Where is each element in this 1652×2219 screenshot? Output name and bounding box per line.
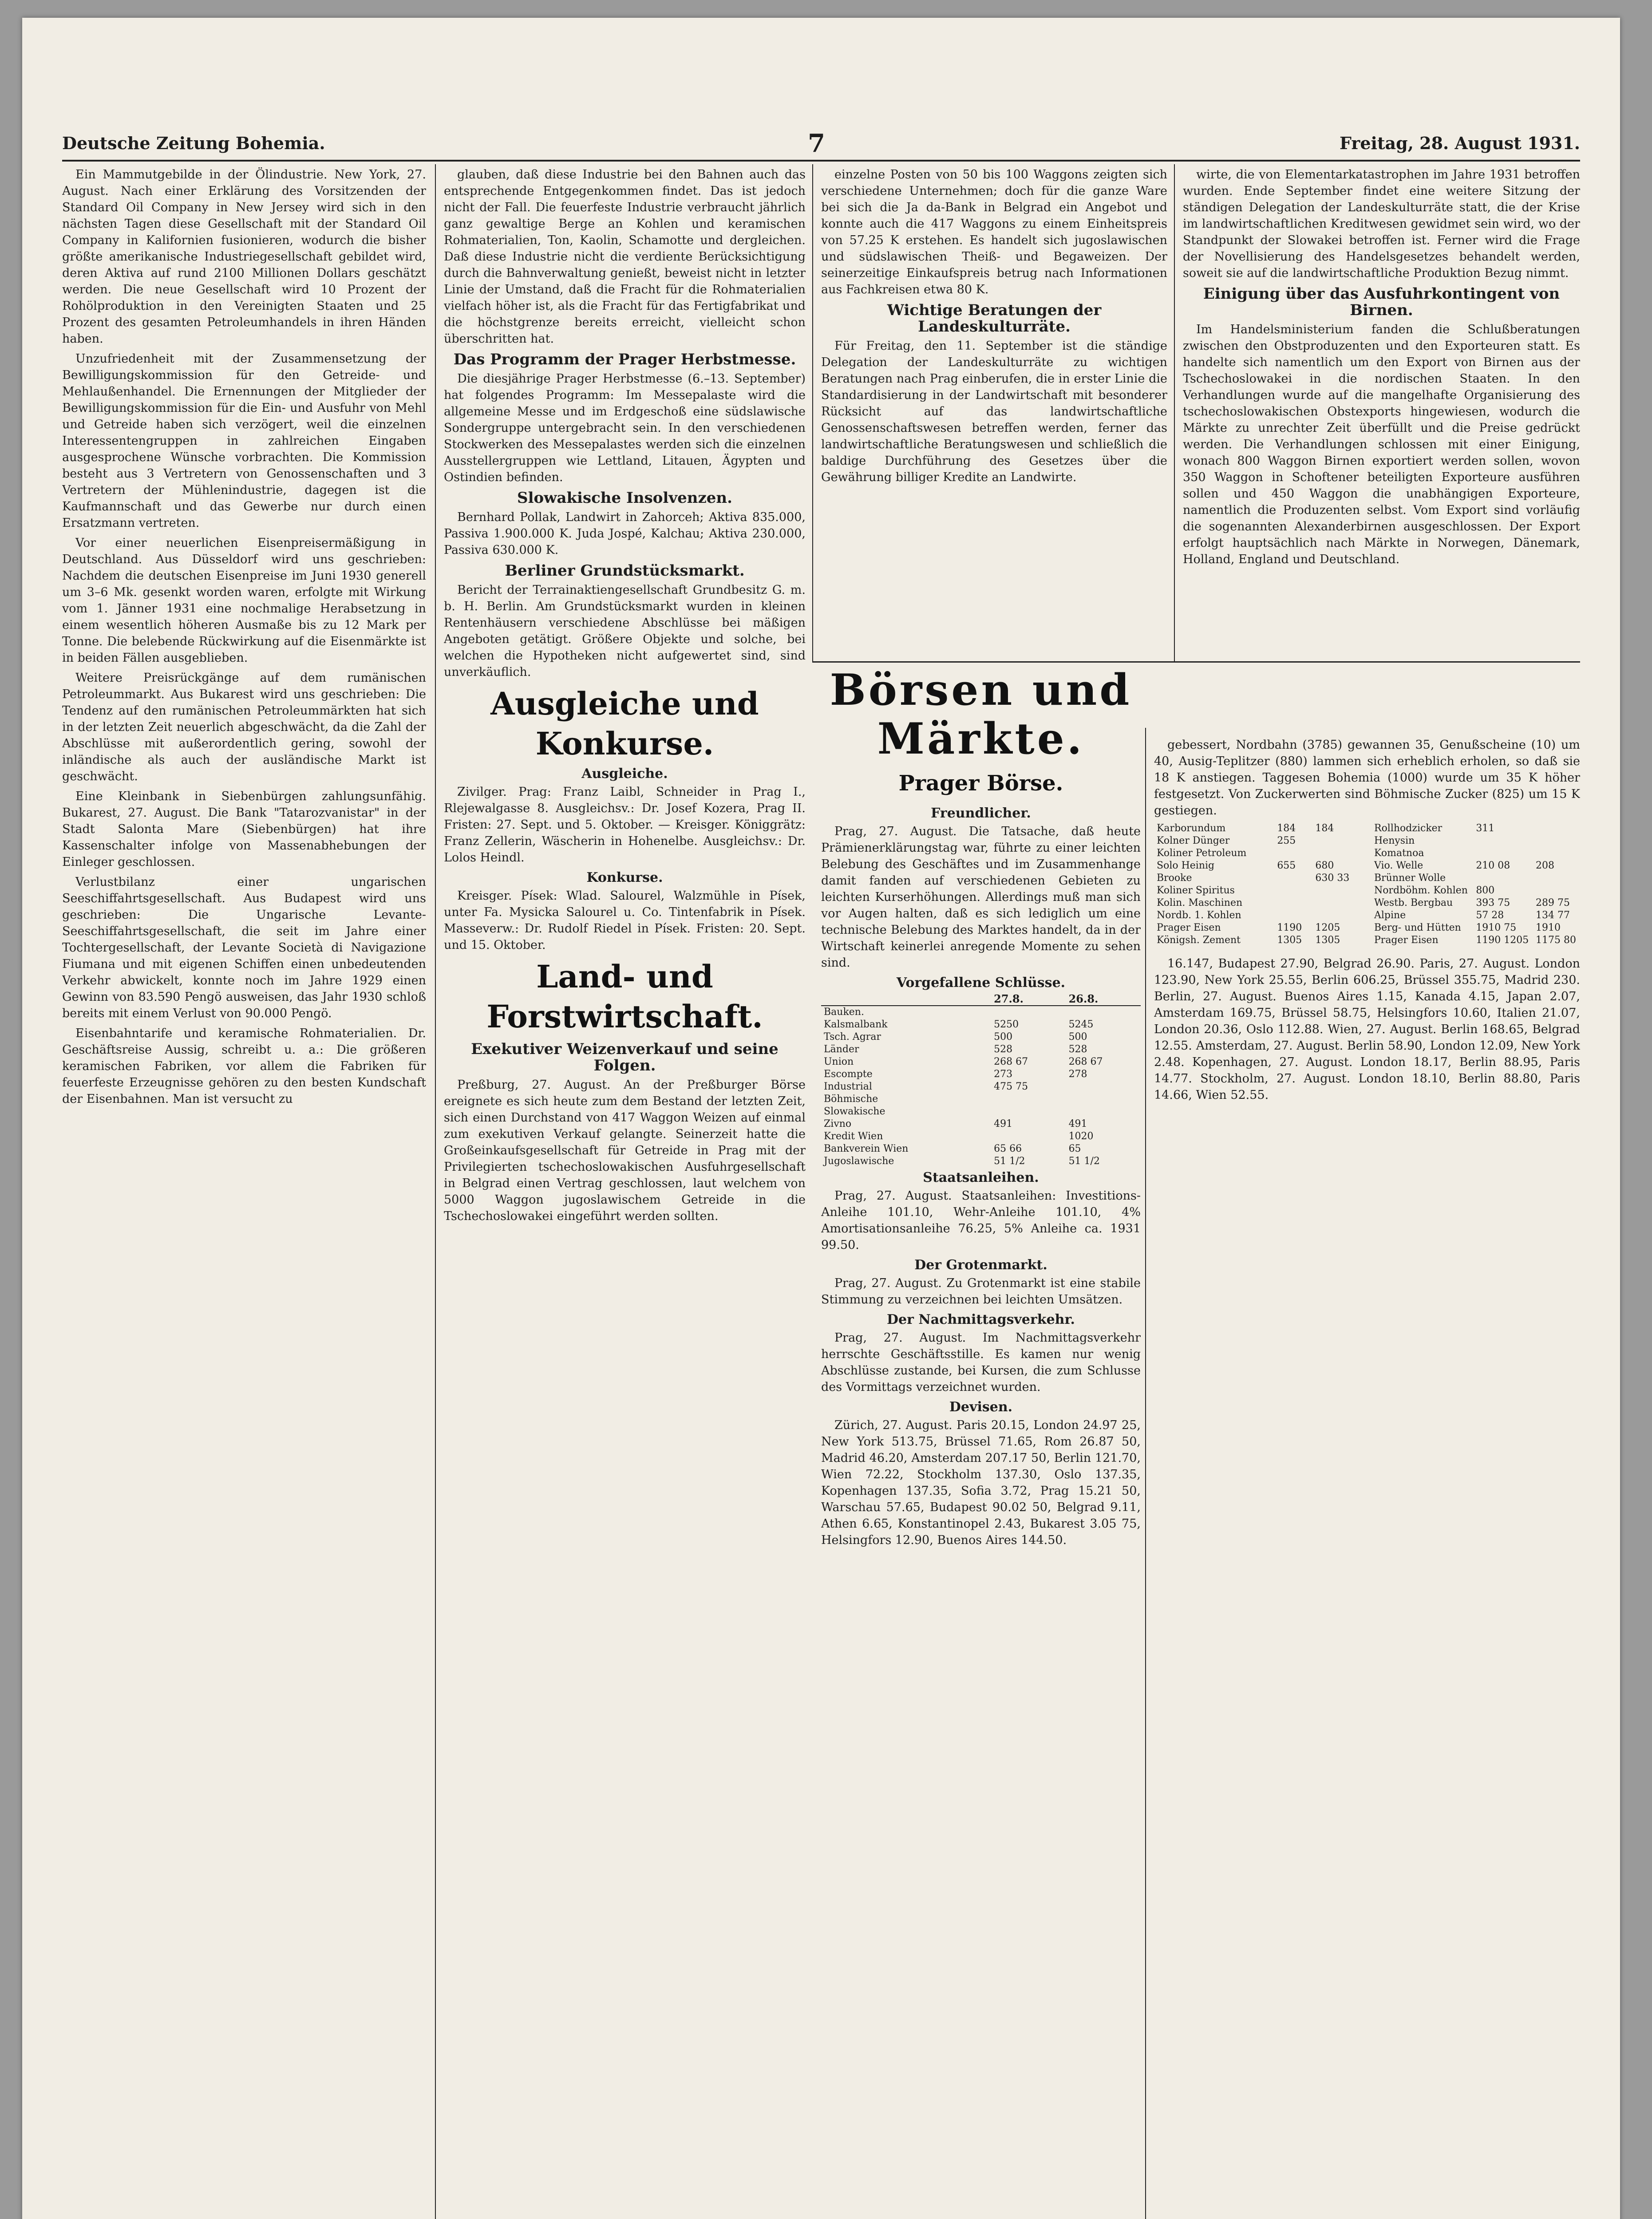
heading-weizenverkauf: Exekutiver Weizenverkauf und seine Folgen. — [471, 1040, 779, 1074]
article-boerse: Prag, 27. August. Die Tatsache, daß heute Prämienerklärungstag war, führte zu einer leichten Belebung des Geschäftes und im Zusammenhange damit fanden auf verschiedenen Gebieten zu leichten Kurserhöhungen. Allerdings muß man sich vor Augen halten, daß es sich lediglich um eine technische Belebung des Marktes handelt, da in der Wirtschaft keinerlei anregende Momente zu sehen sind. — [821, 825, 1141, 970]
table-cell: 1020 — [1068, 1131, 1094, 1142]
table-cell: Koliner Petroleum — [1157, 848, 1247, 859]
table-row — [1154, 822, 1363, 835]
table-row — [1154, 847, 1363, 860]
markets-left — [821, 666, 1141, 2219]
table-cell: 1190 1205 — [1476, 935, 1529, 946]
table-cell: Westb. Bergbau — [1374, 897, 1453, 908]
table-row — [1371, 909, 1580, 922]
kurse-header: 27.8. — [991, 993, 1066, 1006]
table-cell: Kalsmalbank — [824, 1019, 888, 1030]
page-header — [62, 129, 1580, 164]
table-cell — [1473, 847, 1533, 860]
kurse-header: 26.8. — [1066, 993, 1141, 1006]
table-cell: Komatnoa — [1374, 848, 1424, 859]
article-mammut: Ein Mammutgebilde in der Ölindustrie. New York, 27. August. Nach einer Erklärung des Vorsitzenden der Standard Oil Company in New Jersey wird sich in den nächsten Tagen diese Gesellschaft mit der Standard Oil Company in Kalifornien fusionieren, wodurch die bisher größte amerikanische Industriegesellschaft gebildet wird, deren Aktiva auf rund 2100 Millionen Dollars geschätzt werden. Die neue Gesellschaft wird 10 Prozent der Rohölproduktion in den Vereinigten Staaten und 25 Prozent des gesamten Petroleumhandels in ihren Händen haben. — [62, 168, 426, 346]
article-petroleum: Weitere Preisrückgänge auf dem rumänischen Petroleummarkt. Aus Bukarest wird uns geschrieben: Die Tendenz auf den rumänischen Petroleummärkten hat sich in der letzten Zeit neuerlich abgeschwächt, da die Zahl der Abschlüsse mit außerordentlich gering, sowohl der inländische als auch der ausländische Markt ist geschwächt. — [62, 671, 426, 783]
table-cell: 184 — [1315, 823, 1334, 834]
table-cell: 311 — [1476, 823, 1495, 834]
heading-herbstmesse: Das Programm der Prager Herbstmesse. — [453, 351, 796, 368]
table-cell: Brooke — [1157, 873, 1192, 884]
section-landwirtschaft: Land- und Forstwirtschaft. — [486, 958, 763, 1035]
table-cell: 491 — [994, 1118, 1013, 1129]
article-continued: glauben, daß diese Industrie bei den Bahnen auch das entsprechende Entgegenkommen findet. Das ist jedoch nicht der Fall. Die feuerfeste Industrie verbraucht jährlich ganz gewaltige Berge an Kohlen und keramischen Rohmaterialien, Ton, Kaolin, Schamotte und dergleichen. Daß diese Industrie nicht die verdiente Berücksichtigung durch die Bahnverwaltung genießt, beweist nicht in letzter Linie der Umstand, daß die Fracht für die Rohmaterialien vielfach höher ist, als die Fracht für das Fertigfabrikat und die höchstgrenze bereits erreicht, vielleicht schon überschritten hat. — [444, 168, 806, 346]
article-eisenbahntarife: Eisenbahntarife und keramische Rohmaterialien. Dr. Geschäftsreise Aussig, schreibt u. a.: Die größeren keramischen Fabriken, vor allem die Fabriken für feuerfeste Erzeugnisse gehören zu den besten Kundschaft der Eisenbahnen. Man ist versucht zu — [62, 1027, 426, 1106]
article-birnen: Im Handelsministerium fanden die Schlußberatungen zwischen den Obstproduzenten und den Exporteuren statt. Es handelte sich namentlich um den Export von Birnen aus der Tschechoslowakei in die nordischen Staaten. In den Verhandlungen wurde auf die mangelhafte Organisierung des tschechoslowakischen Obstexports hingewiesen, wodurch die Märkte zu unrechter Zeit überfüllt und die Preise gedrückt werden. Die Verhandlungen schlossen mit einer Einigung, wonach 800 Waggon Birnen exportiert werden sollen, wovon 350 Waggon in Schoftener beteiligten Exporteure ausführen sollen und 450 Waggon die unabhängigen Exporteure, namentlich die Produzenten selbst. Vom Export sind vorläufig die sogenannten Alexanderbirnen ausgeschlossen. Der Export erfolgt hauptsächlich nach Märkte in Norwegen, Dänemark, Holland, England und Deutschland. — [1183, 323, 1580, 566]
table-cell: 1190 — [1277, 922, 1302, 933]
table-cell: 491 — [1068, 1118, 1087, 1129]
table-cell: 1205 — [1315, 922, 1340, 933]
column-divider — [435, 164, 436, 2219]
article-bewilligung: Unzufriedenheit mit der Zusammensetzung der Bewilligungskommission für den Getreide- und Mehlaußenhandel. Die Ernennungen der Mitglieder der Bewilligungskommission für die Ein- und Ausfuhr von Mehl und Getreide haben sich verzögert, weil die einzelnen Interessentengruppen in zahlreichen Eingaben ausgesprochene Wünsche vorbrachten. Die Kommission besteht aus 3 Vertretern von Genossenschaften und 3 Vertretern der Mühlenindustrie, dagegen ist die Kaufmannschaft und das Gewerbe nur durch einen Ersatzmann vertreten. — [62, 352, 426, 530]
article-landeskulturraete: Für Freitag, den 11. September ist die ständige Delegation der Landeskulturräte zu wichtigen Beratungen nach Prag einberufen, die in erster Linie die Standardisierung in der Landwirtschaft mit besonderer Rücksicht auf das landwirtschaftliche Genossenschaftswesen betreffen werden, ferner das landwirtschaftliche Beratungswesen und schließlich die baldige Durchführung des Gesetzes über die Gewährung billiger Kredite an Landwirte. — [821, 339, 1167, 484]
kurse-header — [821, 993, 991, 1006]
table-cell — [1274, 872, 1312, 884]
table-cell — [1274, 884, 1312, 897]
heading-devisen: Devisen. — [949, 1399, 1013, 1415]
table-cell: Nordb. 1. Kohlen — [1157, 910, 1241, 921]
article-devisen: Zürich, 27. August. Paris 20.15, London 24.97 25, New York 513.75, Brüssel 71.65, Rom 26.87 50, Madrid 46.20, Amsterdam 207.17 50, Berlin 121.70, Wien 72.22, Stockholm 137.30, Oslo 137.35, Kopenhagen 137.35, Sofia 3.72, Prag 15.21 50, Warschau 57.65, Budapest 90.02 50, Belgrad 9.11, Athen 6.65, Konstantinopel 2.43, Bukarest 3.05 75, Helsingfors 12.90, Buenos Aires 144.50. — [821, 1418, 1141, 1547]
table-cell: Brünner Wolle — [1374, 873, 1446, 884]
article-landwirte-continued: wirte, die von Elementarkatastrophen im Jahre 1931 betroffen wurden. Ende September findet eine weitere Sitzung der ständigen Delegation der Landeskulturräte statt, die der Krise im landwirtschaftlichen Kreditwesen gewidmet sein wird, wo der Standpunkt der Slowakei betroffen ist. Ferner wird die Frage der Novellisierung des Handelsgesetzes behandelt werden, soweit sie auf die landwirtschaftliche Produktion Bezug nimmt. — [1183, 168, 1580, 280]
table-cell: Prager Eisen — [1157, 922, 1221, 933]
newspaper-page — [22, 18, 1620, 2219]
table-row — [1154, 884, 1363, 897]
table-cell: Solo Heinig — [1157, 860, 1215, 871]
page-number: 7 — [808, 129, 825, 158]
table-row — [1371, 922, 1580, 934]
table-row — [1371, 822, 1580, 835]
column-divider — [1174, 164, 1175, 661]
table-cell — [1274, 897, 1312, 909]
table-cell — [1312, 909, 1363, 922]
table-cell: Böhmische — [824, 1094, 878, 1105]
table-cell — [1533, 872, 1580, 884]
section-rule — [812, 661, 1580, 663]
kurse-table-2 — [1154, 822, 1363, 947]
table-cell — [1473, 872, 1533, 884]
table-row — [1154, 835, 1363, 847]
table-cell: Tsch. Agrar — [824, 1031, 881, 1042]
table-row — [1154, 897, 1363, 909]
table-cell: 475 75 — [994, 1081, 1028, 1092]
heading-prager-boerse: Prager Börse. — [898, 771, 1063, 796]
subheading-freundlicher: Freundlicher. — [931, 805, 1031, 821]
header-rule — [62, 160, 1580, 162]
table-cell: Jugoslawische — [824, 1156, 894, 1167]
heading-landeskulturraete: Wichtige Beratungen der Landeskulturräte. — [887, 301, 1102, 336]
table-cell: Koliner Spiritus — [1157, 885, 1235, 896]
table-row — [1371, 934, 1580, 947]
article-kleinbank: Eine Kleinbank in Siebenbürgen zahlungsunfähig. Bukarest, 27. August. Die Bank "Tatarozvanistar" in der Stadt Salonta Mare (Siebenbürgen) hat ihre Kassenschalter infolge von Massenabhebungen der Einleger geschlossen. — [62, 790, 426, 869]
table-cell: 268 67 — [994, 1056, 1028, 1067]
table-cell: Union — [824, 1056, 854, 1067]
table-cell: 1910 75 — [1476, 922, 1517, 933]
table-row — [1371, 884, 1580, 897]
table-cell: Slowakische — [824, 1106, 885, 1117]
table-row — [1371, 847, 1580, 860]
table-cell: 255 — [1277, 835, 1296, 846]
table-cell: Prager Eisen — [1374, 935, 1439, 946]
table-cell: 1175 80 — [1536, 935, 1577, 946]
table-row — [1154, 922, 1363, 934]
table-cell — [991, 1006, 1066, 1019]
table-cell — [1473, 835, 1533, 847]
table-row — [821, 1130, 1141, 1143]
heading-nachmittag: Der Nachmittagsverkehr. — [887, 1312, 1075, 1327]
table-cell: 210 08 — [1476, 860, 1510, 871]
table-cell: 393 75 — [1476, 897, 1510, 908]
table-cell — [1066, 1093, 1141, 1106]
table-cell: Escompte — [824, 1069, 873, 1080]
column-3 — [821, 166, 1167, 659]
heading-grundstuecksmarkt: Berliner Grundstücksmarkt. — [505, 562, 745, 580]
article-verlustbilanz: Verlustbilanz einer ungarischen Seeschiffahrtsgesellschaft. Aus Budapest wird uns geschrieben: Die Ungarische Levante-Seeschiffahrtsgesellschaft, die seit im Jahre einer Tochtergesellschaft, der Levante Società di Navigazione Fiumana und mit eigenen Schiffen einen unbedeutenden Verkehr abwickelt, konnte noch im Jahre 1929 einen Gewinn von 83.590 Pengö ausweisen, das Jahr 1930 schloß bereits mit einem Verlust von 90.000 Pengö. — [62, 875, 426, 1020]
table-cell: Nordböhm. Kohlen — [1374, 885, 1468, 896]
table-row — [821, 1031, 1141, 1043]
column-divider — [1145, 728, 1146, 2219]
table-cell: 655 — [1277, 860, 1296, 871]
section-ausgleiche: Ausgleiche und Konkurse. — [490, 685, 759, 762]
heading-insolvenzen: Slowakische Insolvenzen. — [517, 489, 732, 507]
table-row — [821, 1093, 1141, 1106]
table-cell: 65 — [1068, 1143, 1081, 1154]
column-1 — [62, 166, 426, 2219]
table-row — [821, 1143, 1141, 1155]
column-4 — [1183, 166, 1580, 659]
table-row — [1154, 872, 1363, 884]
table-cell: 680 — [1315, 860, 1334, 871]
table-cell: Bankverein Wien — [824, 1143, 909, 1154]
table-cell: 134 77 — [1536, 910, 1570, 921]
table-cell — [1312, 835, 1363, 847]
column-2 — [444, 166, 806, 2219]
table-cell: 51 1/2 — [994, 1156, 1025, 1167]
table-cell — [1312, 847, 1363, 860]
table-cell — [1066, 1081, 1141, 1093]
table-cell: 51 1/2 — [1068, 1156, 1100, 1167]
table-cell — [1274, 847, 1312, 860]
kurse-table — [821, 993, 1141, 1168]
table-cell: 273 — [994, 1069, 1013, 1080]
table-cell: Henysin — [1374, 835, 1415, 846]
table-row — [821, 1068, 1141, 1081]
table-cell: Kolner Dünger — [1157, 835, 1230, 846]
table-cell — [991, 1093, 1066, 1106]
table-cell: 5250 — [994, 1019, 1019, 1030]
table-cell — [991, 1130, 1066, 1143]
table-row — [821, 1106, 1141, 1118]
article-ausgleiche: Zivilger. Prag: Franz Laibl, Schneider in Prag I., Rlejewalgasse 8. Ausgleichsv.: Dr. Josef Kozera, Prag II. Fristen: 27. Sept. und 5. Oktober. — Kreisger. Königgrätz: Franz Zellerin, Wäscherin in Hohenelbe. Ausgleichsv.: Dr. Lolos Heindl. — [444, 785, 806, 865]
article-weizen-continued: einzelne Posten von 50 bis 100 Waggons zeigten sich verschiedene Unternehmen; doch für die ganze Ware bei sich die Ja da-Bank in Belgrad ein Angebot und konnte auch die 417 Waggons zu einem Einheitspreis von 57.25 K erstehen. Es handelt sich jugoslawischen und südslawischen Theiß- und Begaweizen. Der seinerzeitige Einkaufspreis betrug nach Informationen aus Fachkreisen etwa 80 K. — [821, 168, 1167, 296]
heading-staatsanleihen: Staatsanleihen. — [923, 1170, 1039, 1185]
table-cell: Bauken. — [824, 1007, 864, 1018]
table-cell: 268 67 — [1068, 1056, 1103, 1067]
subheading-konkurse: Konkurse. — [586, 870, 663, 885]
heading-kurse: Vorgefallene Schlüsse. — [896, 975, 1066, 991]
table-cell: 5245 — [1068, 1019, 1094, 1030]
table-cell — [1274, 909, 1312, 922]
table-row — [1154, 934, 1363, 947]
markets-right — [1154, 737, 1580, 2219]
table-row — [1371, 872, 1580, 884]
table-cell: 500 — [994, 1031, 1013, 1042]
table-cell: 208 — [1536, 860, 1555, 871]
table-cell — [1533, 884, 1580, 897]
table-cell: Industrial — [824, 1081, 872, 1092]
article-grotenmarkt: Prag, 27. August. Zu Grotenmarkt ist eine stabile Stimmung zu verzeichnen bei leichten Umsätzen. — [821, 1276, 1141, 1307]
table-cell: 528 — [994, 1044, 1013, 1055]
table-cell: 278 — [1068, 1069, 1087, 1080]
kurse-tables-right — [1154, 822, 1580, 947]
table-cell: 528 — [1068, 1044, 1087, 1055]
article-nachmittag: Prag, 27. August. Im Nachmittagsverkehr herrschte Geschäftsstille. Es kamen nur wenig Abschlüsse zustande, bei Kursen, die zum Schlusse des Vormittags verzeichnet wurden. — [821, 1331, 1141, 1394]
table-cell — [1312, 884, 1363, 897]
table-cell: Alpine — [1374, 910, 1406, 921]
table-row — [821, 1081, 1141, 1093]
article-eisenpreis: Vor einer neuerlichen Eisenpreisermäßigung in Deutschland. Aus Düsseldorf wird uns geschrieben: Nachdem die deutschen Eisenpreise im Juni 1930 generell um 3–6 Mk. gesenkt worden waren, erfolgte mit Wirkung vom 1. Jänner 1931 eine nochmalige Herabsetzung in einem wesentlich höheren Ausmaße bis zu 12 Mark per Tonne. Die belebende Rückwirkung auf die Eisenmärkte ist in beiden Fällen ausgeblieben. — [62, 536, 426, 665]
table-row — [1371, 835, 1580, 847]
article-devisen-foreign: 16.147, Budapest 27.90, Belgrad 26.90. Paris, 27. August. London 123.90, New York 25.55, Berlin 606.25, Brüssel 355.75, Madrid 230. Berlin, 27. August. Buenos Aires 1.15, Kanada 4.15, Japan 2.07, Amsterdam 169.75, Brüssel 58.75, Helsingfors 10.60, Italien 21.07, London 20.36, Oslo 112.88. Wien, 27. August. Berlin 168.65, Belgrad 12.55. Amsterdam, 27. August. Berlin 58.90, London 12.09, New York 2.48. Kopenhagen, 27. August. London 18.17, Berlin 88.95, Paris 14.77. Stockholm, 27. August. London 18.10, Berlin 88.80, Paris 14.66, Wien 52.55. — [1154, 957, 1580, 1102]
table-cell: 500 — [1068, 1031, 1087, 1042]
table-row — [1371, 860, 1580, 872]
table-cell: 800 — [1476, 885, 1495, 896]
table-cell: Karborundum — [1157, 823, 1226, 834]
kurse-table-3 — [1371, 822, 1580, 947]
table-cell: 65 66 — [994, 1143, 1022, 1154]
table-cell — [1066, 1006, 1141, 1019]
table-cell — [1533, 835, 1580, 847]
table-cell: Zivno — [824, 1118, 852, 1129]
article-staatsanleihen: Prag, 27. August. Staatsanleihen: Investitions-Anleihe 101.10, Wehr-Anleihe 101.10, 4% Amortisationsanleihe 76.25, 5% Anleihe ca. 1931 99.50. — [821, 1189, 1141, 1252]
table-cell: Kredit Wien — [824, 1131, 883, 1142]
table-cell: Berg- und Hütten — [1374, 922, 1461, 933]
table-cell: 184 — [1277, 823, 1296, 834]
table-row — [821, 1056, 1141, 1068]
table-cell — [1533, 822, 1580, 835]
table-cell — [1312, 897, 1363, 909]
article-konkurse: Kreisger. Písek: Wlad. Salourel, Walzmühle in Písek, unter Fa. Mysicka Salourel u. Co. Tintenfabrik in Písek. Masseverw.: Dr. Rudolf Riedel in Písek. Fristen: 20. Sept. und 15. Oktober. — [444, 889, 806, 952]
subheading-ausgleiche: Ausgleiche. — [581, 766, 668, 782]
article-insolvenzen: Bernhard Pollak, Landwirt in Zahorceh; Aktiva 835.000, Passiva 1.900.000 K. Juda Jospé, Kalchau; Aktiva 230.000, Passiva 630.000 K. — [444, 510, 806, 557]
heading-birnen: Einigung über das Ausfuhrkontingent von Birnen. — [1203, 285, 1560, 319]
table-row — [821, 1155, 1141, 1168]
table-row — [821, 1006, 1141, 1019]
table-cell: Königsh. Zement — [1157, 935, 1241, 946]
table-cell: 630 33 — [1315, 873, 1350, 884]
table-cell: 57 28 — [1476, 910, 1504, 921]
table-cell: 1305 — [1277, 935, 1302, 946]
table-cell: Vio. Welle — [1374, 860, 1423, 871]
table-cell: Kolin. Maschinen — [1157, 897, 1243, 908]
article-herbstmesse: Die diesjährige Prager Herbstmesse (6.–13. September) hat folgendes Programm: Im Messepalaste wird die allgemeine Messe und im Erdgeschoß eine südslawische Sondergruppe untergebracht sein. In den verschiedenen Stockwerken des Messepalastes werden sich die einzelnen Ausstellergruppen wie Lettland, Litauen, Ägypten und Ostindien befinden. — [444, 372, 806, 484]
table-row — [1154, 909, 1363, 922]
article-weizenverkauf: Preßburg, 27. August. An der Preßburger Börse ereignete es sich heute zum dem Bestand der letzten Zeit, sich einen Durchstand von 417 Waggon Weizen auf einmal zum exekutiven Verkauf gelangte. Seinerzeit hatte die Großeinkaufsgesellschaft für Getreide in Prag mit der Privilegierten tschechoslowakischen Ausfuhrgesellschaft in Belgrad einen Vertrag geschlossen, laut welchem von 5000 Waggon jugoslawischem Getreide in die Tschechoslowakei eingeführt werden sollten. — [444, 1078, 806, 1223]
issue-date: Freitag, 28. August 1931. — [1340, 133, 1580, 153]
table-row — [821, 1118, 1141, 1130]
table-cell: 1305 — [1315, 935, 1340, 946]
table-cell — [1533, 847, 1580, 860]
table-cell — [1066, 1106, 1141, 1118]
heading-grotenmarkt: Der Grotenmarkt. — [914, 1257, 1047, 1273]
table-cell: Länder — [824, 1044, 859, 1055]
table-cell — [991, 1106, 1066, 1118]
table-row — [821, 1019, 1141, 1031]
table-cell: 289 75 — [1536, 897, 1570, 908]
table-cell: Rollhodzicker — [1374, 823, 1443, 834]
article-boerse-continued: gebessert, Nordbahn (3785) gewannen 35, Genußscheine (10) um 40, Ausig-Teplitzer (880) lammen sich erheblich erholen, so daß sie 18 K anstiegen. Taggesen Bohemia (1000) wurde um 35 K höher festgesetzt. Von Zuckerwerten sind Böhmische Zucker (825) um 15 K gestiegen. — [1154, 738, 1580, 817]
table-cell: 1910 — [1536, 922, 1561, 933]
column-divider — [812, 164, 813, 661]
table-row — [821, 1043, 1141, 1056]
table-row — [1371, 897, 1580, 909]
markets-title: Börsen und Märkte. — [830, 666, 1132, 764]
newspaper-title: Deutsche Zeitung Bohemia. — [62, 133, 325, 153]
table-row — [1154, 860, 1363, 872]
article-grundstuecksmarkt: Bericht der Terrainaktiengesellschaft Grundbesitz G. m. b. H. Berlin. Am Grundstücksmarkt wurden in kleinen Rentenhäusern verschiedene Abschlüsse bei mäßigen Angeboten getätigt. Größere Objekte und solche, bei welchen die Hypotheken nicht aufgewertet sind, sind unverkäuflich. — [444, 583, 806, 679]
